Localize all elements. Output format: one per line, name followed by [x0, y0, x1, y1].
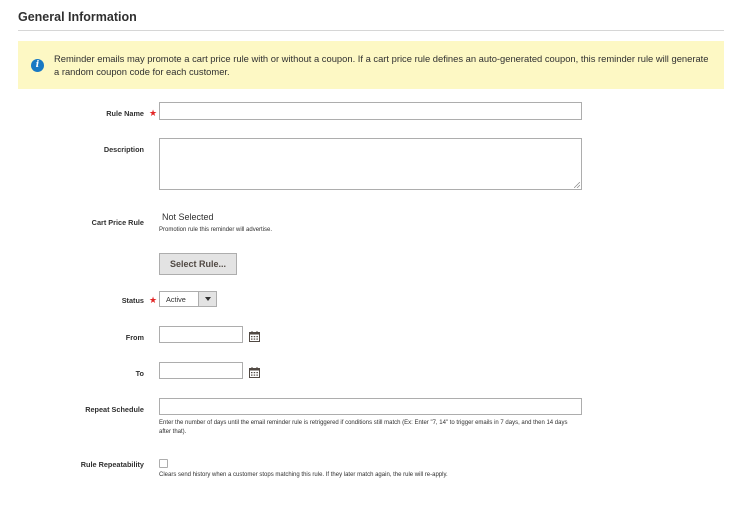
cart-price-rule-label: Cart Price Rule — [91, 218, 144, 227]
from-date-input[interactable] — [159, 326, 243, 343]
rule-name-label: Rule Name — [106, 109, 144, 118]
to-date-input[interactable] — [159, 362, 243, 379]
select-rule-button[interactable]: Select Rule... — [159, 253, 237, 275]
required-mark: ★ — [149, 295, 158, 305]
calendar-icon[interactable] — [249, 331, 260, 342]
status-select[interactable] — [159, 291, 217, 307]
cart-price-rule-value: Not Selected — [162, 212, 214, 222]
cart-price-rule-note: Promotion rule this reminder will advertise. — [159, 227, 273, 233]
chevron-down-icon — [198, 292, 216, 306]
info-icon: i — [31, 59, 44, 72]
notice-text: Reminder emails may promote a cart price rule with or without a coupon. If a cart price rule defines an auto-generated coupon, this reminder rule will generate a random coupon code for each customer. — [54, 53, 709, 77]
resize-grip-icon[interactable] — [574, 182, 580, 188]
from-label: From — [125, 333, 144, 342]
status-label: Status — [121, 296, 144, 305]
rule-name-input[interactable] — [159, 102, 582, 120]
description-label: Description — [103, 145, 144, 154]
repeat-schedule-label: Repeat Schedule — [85, 405, 144, 414]
required-mark: ★ — [149, 108, 158, 118]
repeat-schedule-note: Enter the number of days until the email reminder rule is retriggered if conditions still match (Ex: Enter "7, 14" to trigger emails in 7 days, and then 14 days after that). — [159, 420, 568, 435]
repeat-schedule-input[interactable] — [159, 398, 582, 415]
calendar-icon[interactable] — [249, 367, 260, 378]
to-label: To — [135, 369, 144, 378]
description-textarea[interactable] — [159, 138, 582, 190]
rule-repeatability-checkbox[interactable] — [159, 459, 168, 468]
info-notice — [18, 41, 724, 89]
rule-repeatability-label: Rule Repeatability — [80, 460, 144, 469]
section-divider — [18, 30, 724, 31]
rule-repeatability-note: Clears send history when a customer stops matching this rule. If they later match again, the rule will re-apply. — [159, 472, 448, 478]
section-title: General Information — [18, 10, 137, 24]
status-selected-value: Active — [166, 295, 186, 304]
